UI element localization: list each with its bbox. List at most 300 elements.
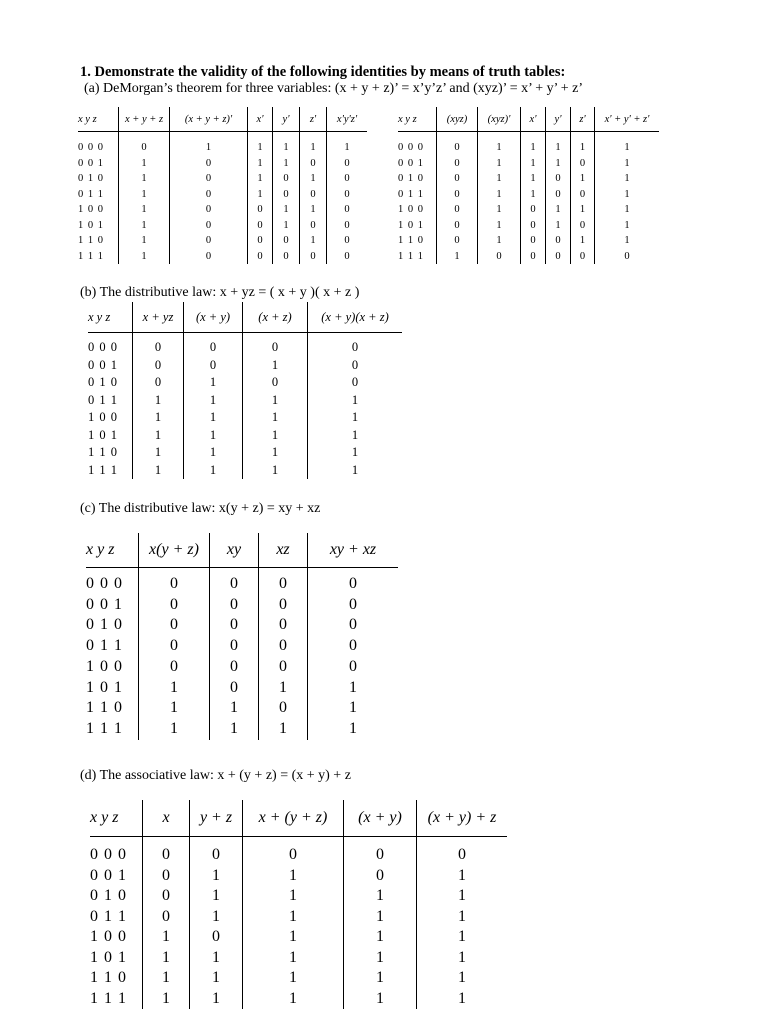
table-row xyxy=(398,156,659,172)
value-cell: 1 xyxy=(259,678,308,699)
input-combination-cell: 0 0 0 xyxy=(86,575,123,592)
table-row xyxy=(88,409,402,427)
table-row xyxy=(86,636,398,657)
input-combination-cell: 0 1 1 xyxy=(78,188,104,200)
value-cell: 0 xyxy=(308,374,403,392)
table-header-row xyxy=(78,107,367,132)
value-cell: 1 xyxy=(210,698,259,719)
column-header: x' xyxy=(521,107,546,132)
table-row xyxy=(86,568,398,595)
input-combination-cell: 1 1 1 xyxy=(78,250,104,262)
value-cell: 1 xyxy=(344,907,417,928)
value-cell: 1 xyxy=(595,202,660,218)
value-cell: 0 xyxy=(139,595,210,616)
truth-table-distributive-sum xyxy=(88,302,402,479)
value-cell: 1 xyxy=(139,698,210,719)
value-cell: 0 xyxy=(546,171,571,187)
value-cell: 0 xyxy=(259,568,308,595)
input-combination-cell: 1 1 1 xyxy=(398,250,424,262)
value-cell: 1 xyxy=(417,907,508,928)
truth-table-associative xyxy=(90,800,507,1009)
value-cell: 0 xyxy=(327,187,368,203)
table-row xyxy=(86,698,398,719)
column-header: xy xyxy=(210,533,259,568)
value-cell: 1 xyxy=(190,948,243,969)
value-cell: 1 xyxy=(243,392,308,410)
value-cell: 1 xyxy=(243,886,344,907)
value-cell: 1 xyxy=(521,156,546,172)
value-cell: 0 xyxy=(521,233,546,249)
input-combination-cell: 0 0 1 xyxy=(90,866,127,884)
table-row xyxy=(398,233,659,249)
value-cell: 1 xyxy=(300,171,327,187)
value-cell: 1 xyxy=(478,202,521,218)
table-row xyxy=(86,595,398,616)
table-row xyxy=(78,187,367,203)
value-cell: 0 xyxy=(571,218,595,234)
table-row xyxy=(398,132,659,156)
value-cell: 1 xyxy=(478,156,521,172)
column-header: (x + y + z)' xyxy=(170,107,248,132)
value-cell: 1 xyxy=(190,989,243,1010)
value-cell: 1 xyxy=(243,427,308,445)
table-row xyxy=(78,218,367,234)
table-row xyxy=(78,249,367,265)
table-row xyxy=(90,989,507,1010)
value-cell: 1 xyxy=(595,132,660,156)
value-cell: 1 xyxy=(327,132,368,156)
table-row xyxy=(90,886,507,907)
input-combination-cell: 1 0 0 xyxy=(78,204,104,215)
value-cell: 0 xyxy=(170,171,248,187)
value-cell: 1 xyxy=(308,444,403,462)
value-cell: 1 xyxy=(243,927,344,948)
input-combination-cell: 1 0 1 xyxy=(398,219,424,231)
value-cell: 1 xyxy=(273,156,300,172)
value-cell: 1 xyxy=(546,218,571,234)
value-cell: 1 xyxy=(190,968,243,989)
input-combination-cell: 0 1 0 xyxy=(90,887,127,904)
value-cell: 1 xyxy=(243,409,308,427)
input-combination-cell: 1 1 0 xyxy=(88,445,118,459)
value-cell: 0 xyxy=(308,568,399,595)
value-cell: 0 xyxy=(170,249,248,265)
input-combination-cell: 0 1 0 xyxy=(86,616,123,634)
value-cell: 1 xyxy=(478,218,521,234)
value-cell: 0 xyxy=(139,636,210,657)
value-cell: 1 xyxy=(308,719,399,740)
column-header: x' xyxy=(248,107,273,132)
value-cell: 1 xyxy=(190,886,243,907)
value-cell: 0 xyxy=(521,218,546,234)
table-row xyxy=(90,866,507,887)
value-cell: 0 xyxy=(273,249,300,265)
column-header: x xyxy=(143,800,190,837)
value-cell: 0 xyxy=(184,357,243,375)
value-cell: 1 xyxy=(184,444,243,462)
table-row xyxy=(78,202,367,218)
column-header: x y z xyxy=(90,800,143,837)
value-cell: 0 xyxy=(143,837,190,866)
column-header: x y z xyxy=(398,107,437,132)
value-cell: 1 xyxy=(119,233,170,249)
value-cell: 0 xyxy=(248,218,273,234)
value-cell: 1 xyxy=(248,156,273,172)
value-cell: 0 xyxy=(210,678,259,699)
input-combination-cell: 1 0 0 xyxy=(90,928,127,945)
value-cell: 0 xyxy=(139,568,210,595)
value-cell: 0 xyxy=(184,333,243,357)
value-cell: 1 xyxy=(521,187,546,203)
value-cell: 0 xyxy=(521,249,546,265)
value-cell: 0 xyxy=(248,249,273,265)
value-cell: 1 xyxy=(243,968,344,989)
table-row xyxy=(398,202,659,218)
value-cell: 0 xyxy=(248,233,273,249)
value-cell: 1 xyxy=(243,444,308,462)
value-cell: 0 xyxy=(437,132,478,156)
value-cell: 1 xyxy=(308,462,403,480)
value-cell: 0 xyxy=(210,595,259,616)
value-cell: 1 xyxy=(119,171,170,187)
value-cell: 0 xyxy=(170,156,248,172)
table-row xyxy=(88,427,402,445)
column-header: x y z xyxy=(86,533,139,568)
value-cell: 1 xyxy=(417,968,508,989)
value-cell: 1 xyxy=(417,866,508,887)
value-cell: 1 xyxy=(571,171,595,187)
value-cell: 1 xyxy=(133,462,184,480)
value-cell: 0 xyxy=(143,907,190,928)
column-header: y' xyxy=(273,107,300,132)
table-row xyxy=(86,678,398,699)
value-cell: 1 xyxy=(478,132,521,156)
value-cell: 0 xyxy=(170,187,248,203)
value-cell: 1 xyxy=(248,132,273,156)
table-row xyxy=(398,249,659,265)
column-header: (x + y)(x + z) xyxy=(308,302,403,333)
table-header-row xyxy=(90,800,507,837)
value-cell: 1 xyxy=(344,989,417,1010)
value-cell: 0 xyxy=(437,202,478,218)
value-cell: 0 xyxy=(327,156,368,172)
table-row xyxy=(90,968,507,989)
value-cell: 1 xyxy=(133,392,184,410)
column-header: x + y + z xyxy=(119,107,170,132)
value-cell: 1 xyxy=(417,927,508,948)
value-cell: 1 xyxy=(571,233,595,249)
value-cell: 1 xyxy=(243,866,344,887)
value-cell: 0 xyxy=(571,156,595,172)
value-cell: 1 xyxy=(243,462,308,480)
value-cell: 0 xyxy=(437,187,478,203)
value-cell: 1 xyxy=(119,156,170,172)
table-row xyxy=(90,907,507,928)
value-cell: 0 xyxy=(133,357,184,375)
value-cell: 0 xyxy=(521,202,546,218)
value-cell: 0 xyxy=(143,866,190,887)
value-cell: 1 xyxy=(248,187,273,203)
value-cell: 1 xyxy=(546,132,571,156)
input-combination-cell: 0 1 1 xyxy=(398,188,424,200)
input-combination-cell: 0 0 0 xyxy=(78,142,104,153)
value-cell: 1 xyxy=(184,409,243,427)
value-cell: 0 xyxy=(273,233,300,249)
column-header: (x + y) + z xyxy=(417,800,508,837)
value-cell: 1 xyxy=(478,233,521,249)
input-combination-cell: 1 1 1 xyxy=(86,719,123,737)
table-row xyxy=(398,171,659,187)
value-cell: 1 xyxy=(143,989,190,1010)
value-cell: 1 xyxy=(184,392,243,410)
value-cell: 1 xyxy=(259,719,308,740)
value-cell: 0 xyxy=(327,233,368,249)
value-cell: 0 xyxy=(119,132,170,156)
value-cell: 1 xyxy=(190,866,243,887)
value-cell: 0 xyxy=(133,374,184,392)
value-cell: 1 xyxy=(273,132,300,156)
value-cell: 1 xyxy=(139,719,210,740)
value-cell: 0 xyxy=(243,333,308,357)
value-cell: 1 xyxy=(344,948,417,969)
value-cell: 1 xyxy=(184,462,243,480)
input-combination-cell: 1 0 0 xyxy=(398,204,424,215)
value-cell: 0 xyxy=(139,615,210,636)
input-combination-cell: 0 0 0 xyxy=(90,846,127,863)
value-cell: 1 xyxy=(243,948,344,969)
value-cell: 1 xyxy=(243,907,344,928)
column-header: y + z xyxy=(190,800,243,837)
value-cell: 0 xyxy=(437,218,478,234)
value-cell: 0 xyxy=(571,249,595,265)
value-cell: 0 xyxy=(133,333,184,357)
column-header: (x + y) xyxy=(184,302,243,333)
table-row xyxy=(398,187,659,203)
table-row xyxy=(88,444,402,462)
input-combination-cell: 0 1 1 xyxy=(88,392,118,407)
input-combination-cell: 1 1 1 xyxy=(90,989,127,1007)
value-cell: 0 xyxy=(243,374,308,392)
value-cell: 1 xyxy=(308,409,403,427)
value-cell: 0 xyxy=(344,866,417,887)
truth-table-demorgan-product xyxy=(398,107,659,264)
value-cell: 1 xyxy=(119,202,170,218)
table-header-row xyxy=(88,302,402,333)
input-combination-cell: 1 1 0 xyxy=(398,235,424,246)
value-cell: 1 xyxy=(521,171,546,187)
input-combination-cell: 0 1 0 xyxy=(88,375,118,389)
table-row xyxy=(88,462,402,480)
value-cell: 0 xyxy=(308,595,399,616)
value-cell: 0 xyxy=(546,249,571,265)
column-header: x y z xyxy=(78,107,119,132)
value-cell: 0 xyxy=(273,171,300,187)
value-cell: 1 xyxy=(595,187,660,203)
value-cell: 0 xyxy=(248,202,273,218)
value-cell: 1 xyxy=(143,927,190,948)
table-header-row xyxy=(398,107,659,132)
table-row xyxy=(86,719,398,740)
input-combination-cell: 1 1 0 xyxy=(86,699,123,717)
value-cell: 0 xyxy=(259,657,308,678)
value-cell: 1 xyxy=(595,156,660,172)
input-combination-cell: 0 0 0 xyxy=(398,142,424,153)
input-combination-cell: 0 1 1 xyxy=(90,907,127,925)
input-combination-cell: 0 0 1 xyxy=(398,157,424,169)
value-cell: 1 xyxy=(119,218,170,234)
value-cell: 1 xyxy=(344,968,417,989)
value-cell: 0 xyxy=(571,187,595,203)
column-header: x + yz xyxy=(133,302,184,333)
value-cell: 0 xyxy=(210,636,259,657)
value-cell: 1 xyxy=(133,444,184,462)
value-cell: 0 xyxy=(327,218,368,234)
value-cell: 1 xyxy=(478,187,521,203)
table-row xyxy=(90,948,507,969)
part-d-label: (d) The associative law: x + (y + z) = (x + y) + z xyxy=(80,768,351,783)
value-cell: 0 xyxy=(417,837,508,866)
value-cell: 1 xyxy=(308,678,399,699)
value-cell: 1 xyxy=(521,132,546,156)
value-cell: 1 xyxy=(143,968,190,989)
table-row xyxy=(90,927,507,948)
table-row xyxy=(86,615,398,636)
value-cell: 0 xyxy=(327,171,368,187)
truth-table-demorgan-sum xyxy=(78,107,367,264)
value-cell: 1 xyxy=(546,156,571,172)
input-combination-cell: 1 0 0 xyxy=(86,657,123,675)
column-header: x + (y + z) xyxy=(243,800,344,837)
column-header: xy + xz xyxy=(308,533,399,568)
value-cell: 0 xyxy=(170,218,248,234)
value-cell: 1 xyxy=(478,171,521,187)
input-combination-cell: 0 0 1 xyxy=(86,595,123,613)
value-cell: 1 xyxy=(417,886,508,907)
value-cell: 1 xyxy=(417,989,508,1010)
value-cell: 1 xyxy=(170,132,248,156)
value-cell: 0 xyxy=(259,595,308,616)
value-cell: 1 xyxy=(133,409,184,427)
value-cell: 1 xyxy=(133,427,184,445)
value-cell: 1 xyxy=(546,202,571,218)
value-cell: 0 xyxy=(308,636,399,657)
value-cell: 1 xyxy=(248,171,273,187)
value-cell: 1 xyxy=(184,374,243,392)
value-cell: 0 xyxy=(259,615,308,636)
column-header: x'y'z' xyxy=(327,107,368,132)
value-cell: 1 xyxy=(417,948,508,969)
value-cell: 0 xyxy=(327,202,368,218)
table-row xyxy=(78,171,367,187)
value-cell: 1 xyxy=(190,907,243,928)
value-cell: 0 xyxy=(210,657,259,678)
table-row xyxy=(88,357,402,375)
input-combination-cell: 0 0 0 xyxy=(88,340,118,354)
part-b-label: (b) The distributive law: x + yz = ( x + y )( x + z ) xyxy=(80,285,360,300)
value-cell: 1 xyxy=(344,886,417,907)
value-cell: 1 xyxy=(300,132,327,156)
value-cell: 0 xyxy=(170,233,248,249)
truth-table-distributive-product xyxy=(86,533,398,740)
table-row xyxy=(86,657,398,678)
value-cell: 0 xyxy=(344,837,417,866)
value-cell: 1 xyxy=(184,427,243,445)
value-cell: 1 xyxy=(273,202,300,218)
part-a-label: (a) DeMorgan’s theorem for three variables: (x + y + z)’ = x’y’z’ and (xyz)’ = x’ + y’ + z’ xyxy=(84,81,584,96)
value-cell: 0 xyxy=(478,249,521,265)
input-combination-cell: 0 1 0 xyxy=(398,173,424,184)
value-cell: 0 xyxy=(190,837,243,866)
value-cell: 1 xyxy=(273,218,300,234)
value-cell: 0 xyxy=(308,357,403,375)
column-header: x(y + z) xyxy=(139,533,210,568)
input-combination-cell: 0 0 1 xyxy=(88,357,118,372)
value-cell: 1 xyxy=(243,989,344,1010)
column-header: z' xyxy=(571,107,595,132)
value-cell: 1 xyxy=(308,698,399,719)
part-c-label: (c) The distributive law: x(y + z) = xy + xz xyxy=(80,501,321,516)
table-row xyxy=(78,156,367,172)
value-cell: 0 xyxy=(300,156,327,172)
value-cell: 0 xyxy=(546,233,571,249)
value-cell: 1 xyxy=(595,171,660,187)
value-cell: 0 xyxy=(595,249,660,265)
value-cell: 0 xyxy=(300,187,327,203)
column-header: x y z xyxy=(88,302,133,333)
value-cell: 0 xyxy=(259,636,308,657)
value-cell: 0 xyxy=(437,156,478,172)
column-header: y' xyxy=(546,107,571,132)
value-cell: 1 xyxy=(119,249,170,265)
value-cell: 0 xyxy=(546,187,571,203)
value-cell: 1 xyxy=(571,132,595,156)
value-cell: 0 xyxy=(308,657,399,678)
value-cell: 0 xyxy=(210,568,259,595)
input-combination-cell: 1 1 0 xyxy=(90,969,127,986)
table-row xyxy=(90,837,507,866)
column-header: (xyz) xyxy=(437,107,478,132)
column-header: z' xyxy=(300,107,327,132)
column-header: (x + z) xyxy=(243,302,308,333)
value-cell: 1 xyxy=(210,719,259,740)
input-combination-cell: 1 0 1 xyxy=(78,219,104,231)
value-cell: 1 xyxy=(308,427,403,445)
value-cell: 0 xyxy=(437,171,478,187)
value-cell: 0 xyxy=(300,249,327,265)
value-cell: 1 xyxy=(143,948,190,969)
value-cell: 0 xyxy=(210,615,259,636)
column-header: x' + y' + z' xyxy=(595,107,660,132)
input-combination-cell: 0 0 1 xyxy=(78,157,104,169)
table-row xyxy=(398,218,659,234)
value-cell: 0 xyxy=(243,837,344,866)
column-header: (x + y) xyxy=(344,800,417,837)
value-cell: 1 xyxy=(595,218,660,234)
value-cell: 1 xyxy=(595,233,660,249)
table-row xyxy=(88,374,402,392)
value-cell: 0 xyxy=(170,202,248,218)
value-cell: 1 xyxy=(308,392,403,410)
table-row xyxy=(88,392,402,410)
value-cell: 0 xyxy=(259,698,308,719)
value-cell: 1 xyxy=(119,187,170,203)
value-cell: 0 xyxy=(437,233,478,249)
value-cell: 1 xyxy=(300,233,327,249)
value-cell: 1 xyxy=(300,202,327,218)
value-cell: 1 xyxy=(437,249,478,265)
value-cell: 1 xyxy=(571,202,595,218)
value-cell: 1 xyxy=(243,357,308,375)
